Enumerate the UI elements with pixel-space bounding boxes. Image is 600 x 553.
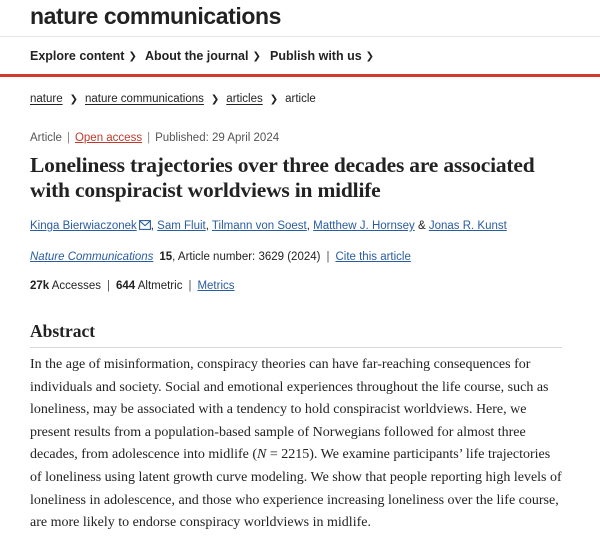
mail-icon[interactable] [139,220,151,233]
abstract-heading: Abstract [30,321,96,341]
chevron-right-icon: ❯ [210,94,220,105]
volume: 15 [159,251,173,263]
journal-link[interactable]: Nature Communications [30,251,154,263]
open-access-link[interactable]: Open access [74,132,143,144]
chevron-down-icon: ❯ [365,51,375,62]
nav-explore-content[interactable] [30,49,137,63]
cite-this-article-link[interactable]: Cite this article [335,251,411,263]
metrics-link[interactable]: Metrics [197,280,235,292]
header-accent-bar [0,74,600,77]
article-metrics: 27k Accesses | 644 Altmetric | Metrics [30,280,235,292]
article-title: Loneliness trajectories over three decades are associated with conspiracist worldviews in midlife [30,153,535,202]
article-number: , Article number: 3629 (2024) [172,251,321,263]
article-meta: Article | Open access | Published: 29 April 2024 [30,132,280,144]
accesses-count: 27k [30,280,50,292]
breadcrumb [30,93,316,105]
author-link[interactable]: Jonas R. Kunst [428,220,507,232]
author-link[interactable]: Kinga Bierwiaczonek [30,220,137,232]
breadcrumb-current: article [285,93,316,105]
author-list: Kinga Bierwiaczonek , Sam Fluit, Tilmann von Soest, Matthew J. Hornsey & Jonas R. Kunst [30,220,507,232]
chevron-right-icon: ❯ [269,94,279,105]
main-nav [0,36,600,75]
author-link[interactable]: Sam Fluit [157,220,206,232]
nav-label: Explore content [30,49,125,63]
author-link[interactable]: Tilmann von Soest [211,220,307,232]
article-type: Article [30,132,62,144]
nav-label: About the journal [145,49,249,63]
breadcrumb-nature[interactable]: nature [30,93,63,105]
citation-line: Nature Communications 15, Article number: 3629 (2024) | Cite this article [30,251,411,263]
altmetric-label: Altmetric [137,280,183,292]
accesses-label: Accesses [51,280,101,292]
chevron-right-icon: ❯ [69,94,78,105]
breadcrumb-nature-communications[interactable]: nature communications [85,93,204,105]
nav-label: Publish with us [270,49,362,63]
chevron-down-icon: ❯ [252,51,261,62]
nav-publish-with-us[interactable] [270,49,374,63]
site-logo[interactable]: nature communications [30,3,282,29]
author-link[interactable]: Matthew J. Hornsey [313,220,415,232]
published-date: Published: 29 April 2024 [155,132,280,144]
abstract-text: In the age of misinformation, conspiracy theories can have far-reaching consequences for individuals and society. Social and emotional experiences throughout the life course, such as loneliness, may be associated with a tendency to hold conspiracist worldviews. Here, we present results from a population-based sample of Norwegians followed for almost three decades, from adolescence into midlife (N = 2215). We examine participants’ life trajectories of loneliness using latent growth curve modeling. We show that people reporting high levels of loneliness in adolescence, and those who experience increasing loneliness over the life course, are more likely to endorse conspiracy worldviews in midlife. [30,357,562,531]
nav-about-journal[interactable] [145,49,261,63]
altmetric-count: 644 [115,280,136,292]
abstract-divider [30,347,562,348]
breadcrumb-articles[interactable]: articles [226,93,263,105]
chevron-down-icon: ❯ [128,51,137,62]
